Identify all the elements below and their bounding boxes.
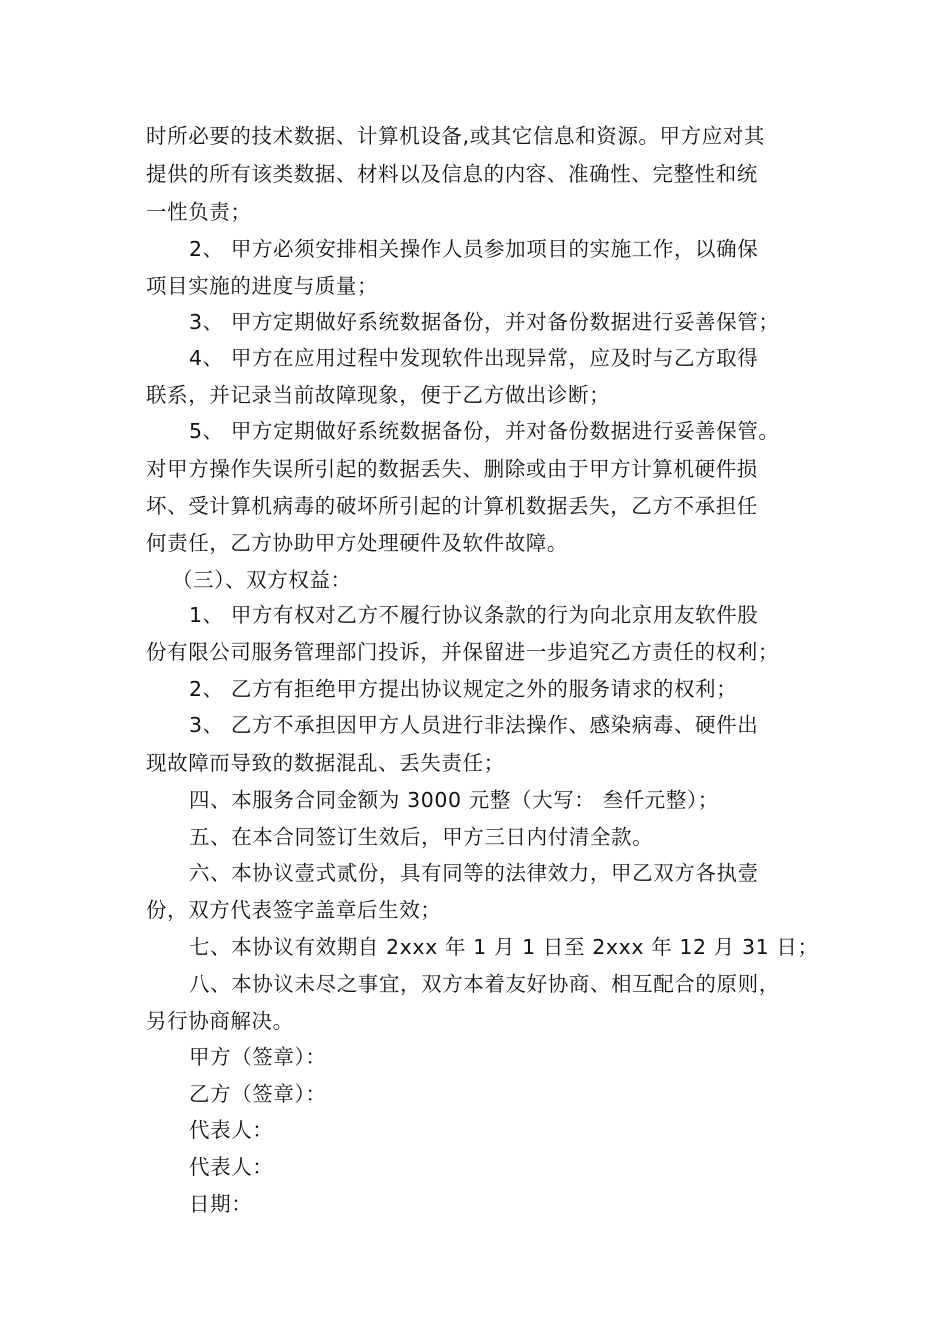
list-item-line: 5、 甲方定期做好系统数据备份，并对备份数据进行妥善保管。 [189,419,780,443]
body-text-line: 时所必要的技术数据、计算机设备,或其它信息和资源。甲方应对其 [146,124,766,148]
list-item-line: 1、 甲方有权对乙方不履行协议条款的行为向北京用友软件股 [189,603,759,627]
clause-line: 六、本协议壹式贰份，具有同等的法律效力，甲乙双方各执壹 [189,861,759,885]
list-item-line: 4、 甲方在应用过程中发现软件出现异常，应及时与乙方取得 [189,346,759,370]
representative-label: 代表人： [189,1155,274,1179]
signature-party-a: 甲方（签章）： [189,1045,327,1069]
body-text-line: 一性负责； [146,200,252,224]
clause-line: 四、本服务合同金额为 3000 元整（大写： 叁仟元整）； [189,788,719,812]
body-text-line: 何责任，乙方协助甲方处理硬件及软件故障。 [146,531,568,555]
list-item-line: 2、 甲方必须安排相关操作人员参加项目的实施工作，以确保 [189,237,759,261]
body-text-line: 现故障而导致的数据混乱、丢失责任； [146,751,505,775]
body-text-line: 项目实施的进度与质量； [146,274,379,298]
clause-line: 八、本协议未尽之事宜，双方本着友好协商、相互配合的原则， [189,972,780,996]
section-heading: （三）、双方权益： [172,568,352,592]
list-item-line: 3、 乙方不承担因甲方人员进行非法操作、感染病毒、硬件出 [189,713,759,737]
body-text-line: 份有限公司服务管理部门投诉，并保留进一步追究乙方责任的权利； [146,640,779,664]
list-item-line: 3、 甲方定期做好系统数据备份，并对备份数据进行妥善保管； [189,310,780,334]
body-text-line: 另行协商解决。 [146,1009,294,1033]
date-label: 日期： [189,1192,253,1216]
representative-label: 代表人： [189,1118,274,1142]
list-item-line: 2、 乙方有拒绝甲方提出协议规定之外的服务请求的权利； [189,677,738,701]
body-text-line: 对甲方操作失误所引起的数据丢失、删除或由于甲方计算机硬件损 [146,457,758,481]
body-text-line: 联系，并记录当前故障现象，便于乙方做出诊断； [146,383,611,407]
clause-line: 七、本协议有效期自 2xxx 年 1 月 1 日至 2xxx 年 12 月 31 日； [189,935,819,959]
body-text-line: 坏、受计算机病毒的破坏所引起的计算机数据丢失，乙方不承担任 [146,494,758,518]
signature-party-b: 乙方（签章）： [189,1082,327,1106]
body-text-line: 份，双方代表签字盖章后生效； [146,898,442,922]
clause-line: 五、在本合同签订生效后，甲方三日内付清全款。 [189,825,654,849]
body-text-line: 提供的所有该类数据、材料以及信息的内容、准确性、完整性和统 [146,162,758,186]
